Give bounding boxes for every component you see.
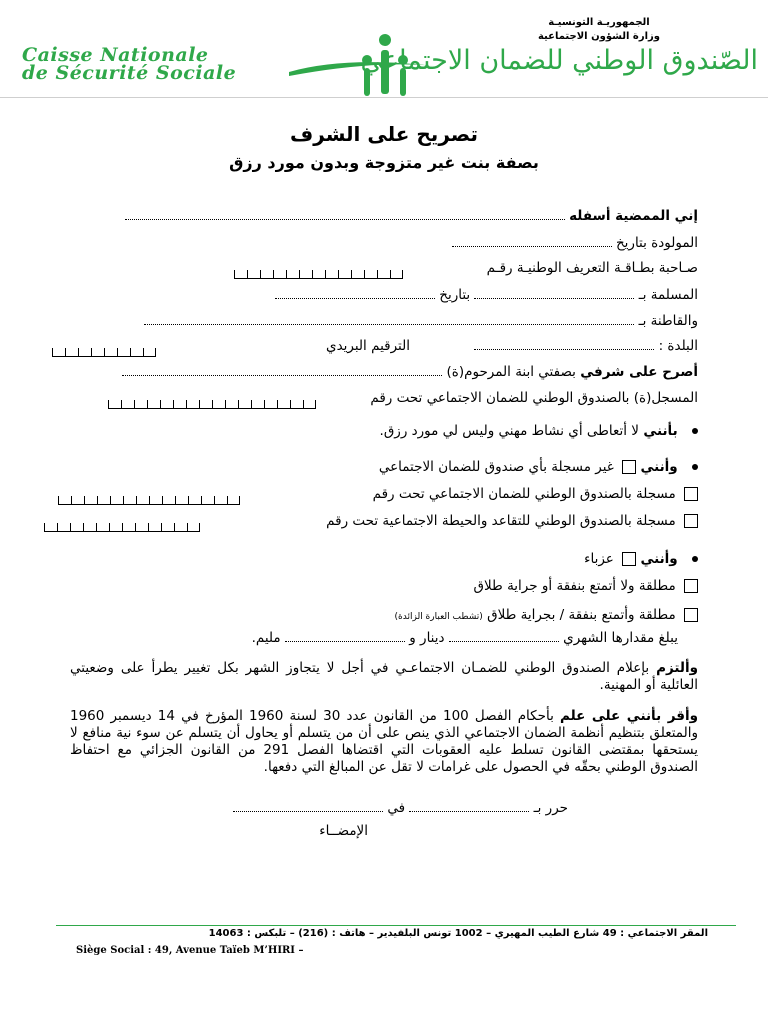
bullet-icon: [692, 428, 698, 434]
millime-label: مليم.: [251, 630, 281, 646]
bullet-icon: [692, 464, 698, 470]
id-card-label: صـاحبة بطـاقـة التعريف الوطنيـة رقـم: [486, 260, 698, 276]
footer-divider: [56, 925, 736, 926]
written-place-field[interactable]: [409, 800, 529, 812]
header-government: [538, 16, 660, 44]
logo-ar-text: الصّندوق الوطني للضمان الاجتماعي: [360, 45, 758, 76]
signature-label: الإمضــاء: [319, 823, 368, 839]
no-activity-line: [380, 423, 698, 439]
reg-cnss-text: مسجلة بالصندوق الوطني للضمان الاجتماعي تحت رقم: [372, 486, 676, 502]
bullet-icon: [692, 556, 698, 562]
declare-bold: أصرح على شرفي: [580, 364, 698, 380]
divorced-no-text: مطلقة ولا أتمتع بنفقة أو جراية طلاق: [473, 578, 676, 594]
reg-cnrps-number-boxes[interactable]: [44, 517, 200, 527]
commit-bold: وألتزم: [656, 660, 698, 676]
residing-field[interactable]: [144, 313, 634, 325]
residing-label: والقاطنة بـ: [638, 313, 698, 329]
and-i-label-2: وأنني: [640, 551, 678, 567]
city-line: [326, 338, 698, 354]
reg-cnrps-line: [326, 513, 698, 529]
logo-fr-text: [22, 46, 236, 82]
no-activity-text: لا أتعاطى أي نشاط مهني وليس لي مورد رزق.: [379, 423, 640, 439]
declare-rest: بصفتي ابنة المرحوم(ة): [446, 364, 576, 380]
issued-label: المسلمة بـ: [638, 287, 698, 303]
id-card-line: [487, 260, 698, 276]
divorced-yes-line: [395, 607, 698, 623]
acknowledge-bold: وأقر بأنني على علم: [560, 708, 698, 724]
city-label: البلدة :: [658, 338, 698, 354]
page-title: تصريح على الشرف: [290, 122, 478, 146]
declare-line: [122, 364, 698, 380]
issued-place-field[interactable]: [474, 287, 634, 299]
not-registered-line: [379, 459, 698, 475]
issued-line: [275, 287, 698, 303]
commitment-paragraph: [70, 660, 698, 694]
millime-field[interactable]: [285, 630, 405, 642]
city-field[interactable]: [474, 338, 654, 350]
signatory-field[interactable]: [125, 208, 565, 220]
registered-label: المسجل(ة) بالصندوق الوطني للضمان الاجتماعي تحت رقم: [370, 390, 698, 406]
page-subtitle: بصفة بنت غير متزوجة وبدون مورد رزق: [229, 153, 539, 172]
reg-cnrps-text: مسجلة بالصندوق الوطني للتقاعد والحيطة الاجتماعية تحت رقم: [326, 513, 676, 529]
id-card-boxes[interactable]: [234, 264, 403, 274]
registered-line: [370, 390, 698, 406]
reg-cnrps-checkbox[interactable]: [684, 514, 698, 528]
residing-line: [144, 313, 698, 329]
ministry-text: وزارة الشؤون الاجتماعية: [537, 31, 660, 42]
registered-number-boxes[interactable]: [108, 394, 316, 404]
postal-code-boxes[interactable]: [52, 342, 156, 352]
single-text: عزباء: [584, 551, 614, 567]
written-at-label: حرر بـ: [533, 800, 568, 816]
no-activity-bold: بأنني: [643, 423, 678, 439]
monthly-label: يبلغ مقدارها الشهري: [563, 630, 678, 646]
written-at-line: [233, 800, 568, 816]
issued-date-field[interactable]: [275, 287, 435, 299]
footer-address-ar: المقر الاجتماعي : 49 شارع الطيب المهيري – 1002 تونس البلفيدير – هاتف : (216) – تلبكس : 14063: [208, 928, 708, 939]
reg-cnss-number-boxes[interactable]: [58, 490, 240, 500]
monthly-line: [252, 630, 678, 646]
divorced-no-checkbox[interactable]: [684, 579, 698, 593]
dinar-label: دينار و: [409, 630, 445, 646]
logo-fr-line1: Caisse Nationale: [22, 44, 209, 66]
strike-note: (تشطب العبارة الزائدة): [394, 612, 483, 622]
birth-date-field[interactable]: [452, 235, 612, 247]
acknowledge-paragraph: [70, 708, 698, 776]
republic-text: الجمهوريـة التونسيـة: [548, 17, 650, 28]
header-divider: [0, 97, 768, 98]
signatory-line: [125, 208, 698, 224]
single-checkbox[interactable]: [622, 552, 636, 566]
birth-line: [452, 235, 698, 251]
issued-date-label: بتاريخ: [439, 287, 471, 303]
on-label: في: [387, 800, 406, 816]
logo-fr-line2: de Sécurité Sociale: [22, 62, 237, 84]
single-line: [584, 551, 698, 567]
born-label: المولودة بتاريخ: [615, 235, 698, 251]
divorced-yes-text: مطلقة وأتمتع بنفقة / بجراية طلاق: [487, 607, 676, 623]
reg-cnss-checkbox[interactable]: [684, 487, 698, 501]
not-registered-text: غير مسجلة بأي صندوق للضمان الاجتماعي: [378, 459, 614, 475]
signatory-label: إني الممضية أسفله: [569, 208, 698, 224]
footer-address-fr: Siège Social : 49, Avenue Taïeb M’HIRI –: [76, 945, 304, 956]
reg-cnss-line: [373, 486, 698, 502]
and-i-label: وأنني: [640, 459, 678, 475]
dinar-field[interactable]: [449, 630, 559, 642]
divorced-no-line: [474, 578, 699, 594]
acknowledge-text: بأحكام الفصل 100 من القانون عدد 30 لسنة 1960 المؤرخ في 14 ديسمبر 1960 والمتعلق بتنظيم أنظمة الضمان الاجتماعي الذي ينص على أن من يتسلم أو يحاول أن يتسلم عن سوء نية منافع لا يستحقها بمقتضى القانون تسلط عليه العقوبات التي اقتضاها الفصل 291 من القانون الجزائي مع احتفاظ الصندوق الوطني بحقّه في الحصول على غرامات لا تقل عن المبالغ التي دفعها.: [70, 708, 698, 775]
deceased-name-field[interactable]: [122, 364, 442, 376]
commit-text: بإعلام الصندوق الوطني للضمـان الاجتماعـي في أجل لا يتجاوز الشهر بكل تغيير يطرأ على وضعيتي العائلية أو المهنية.: [70, 660, 698, 693]
not-registered-checkbox[interactable]: [622, 460, 636, 474]
postal-label: الترقيم البريدي: [326, 338, 410, 354]
divorced-yes-checkbox[interactable]: [684, 608, 698, 622]
written-date-field[interactable]: [233, 800, 383, 812]
